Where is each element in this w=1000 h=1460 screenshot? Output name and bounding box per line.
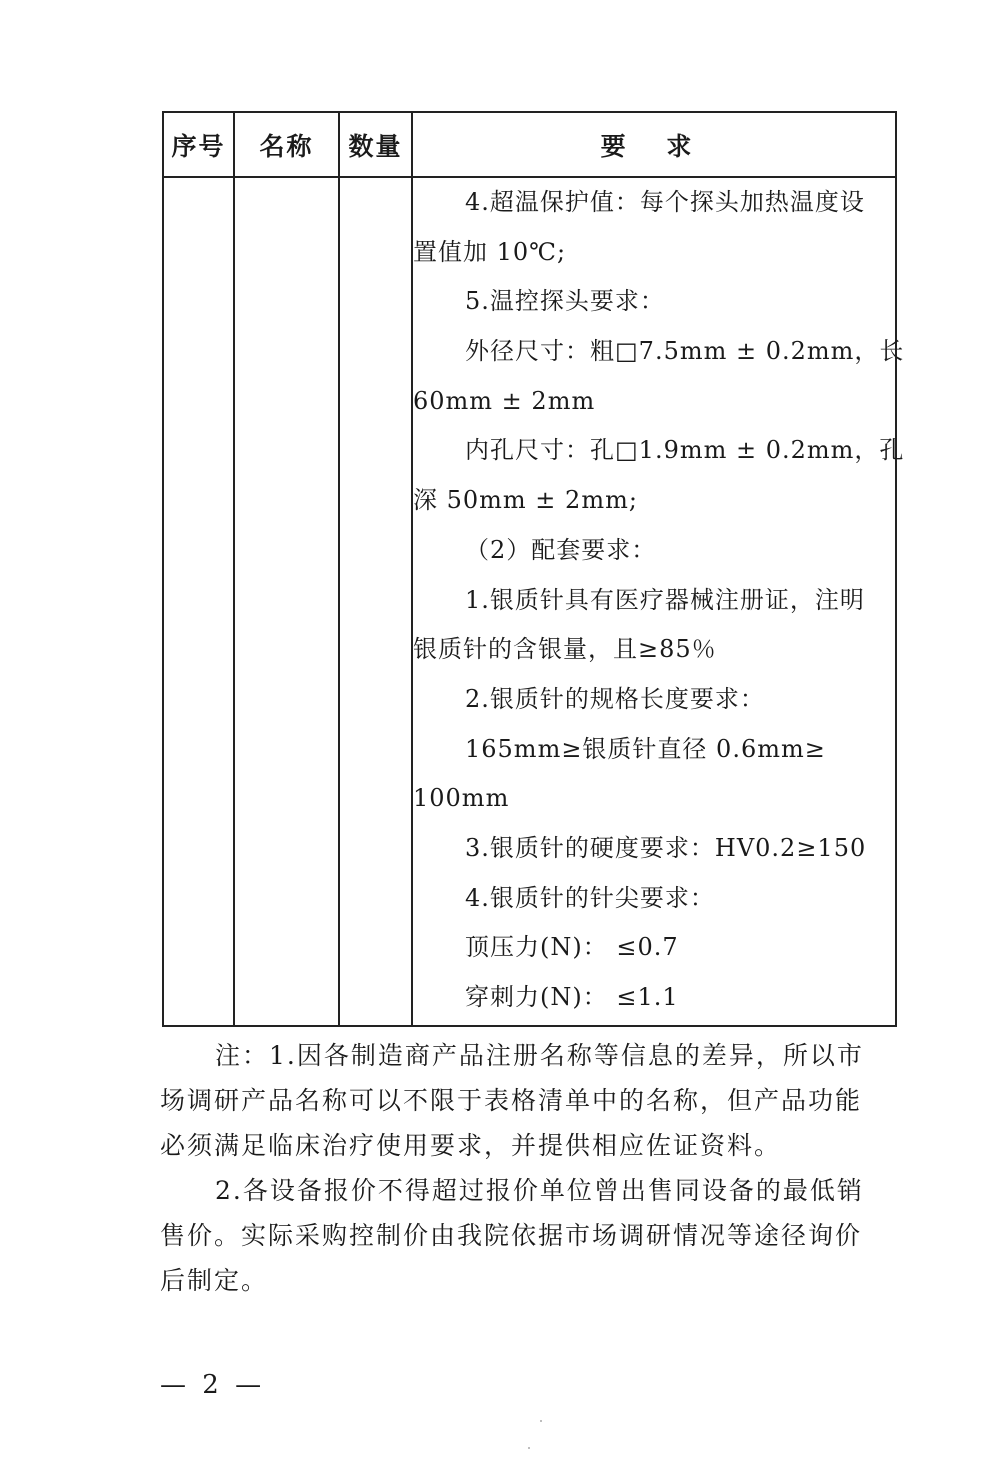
requirement-line: 60mm ± 2mm [413,386,596,415]
cell-requirements [412,177,905,1026]
header-requirements: 要 求 [412,112,896,177]
requirements-text [413,178,905,1023]
scan-speck [528,1447,530,1449]
requirement-line: 顶压力(N)： ≤0.7 [465,933,679,962]
requirement-line: 100mm [413,784,510,813]
requirement-line: （2）配套要求： [465,535,657,564]
header-name: 名称 [234,112,339,177]
requirement-line: 4.超温保护值：每个探头加热温度设 [465,188,865,216]
requirement-line: 外径尺寸：粗□7.5mm ± 0.2mm，长 [465,337,905,366]
requirements-table [162,111,905,1027]
cell-name [234,177,339,1026]
page-number: — 2 — [160,1370,266,1400]
header-quantity: 数量 [339,112,412,177]
requirement-line: 穿刺力(N)： ≤1.1 [465,983,679,1011]
requirement-line: 3.银质针的硬度要求：HV0.2≥150 [465,833,867,862]
requirement-line: 深 50mm ± 2mm; [413,486,638,515]
note-line: 场调研产品名称可以不限于表格清单中的名称，但产品功能 [160,1086,863,1115]
cell-quantity [339,177,412,1026]
requirement-line: 置值加 10℃; [413,237,567,266]
requirement-line: 内孔尺寸：孔□1.9mm ± 0.2mm，孔 [465,436,905,465]
table-row [163,177,896,1026]
note-line: 必须满足临床治疗使用要求，并提供相应佐证资料。 [160,1131,782,1160]
table-header-row [163,112,896,177]
note-line: 售价。实际采购控制价由我院依据市场调研情况等途径询价 [160,1221,863,1250]
requirement-line: 2.银质针的规格长度要求： [465,684,765,713]
requirement-line: 1.银质针具有医疗器械注册证，注明 [465,585,865,614]
requirement-line: 5.温控探头要求： [465,287,665,316]
cell-index [163,177,234,1026]
note-line: 2.各设备报价不得超过报价单位曾出售同设备的最低销 [215,1176,864,1205]
note-line: 注：1.因各制造商产品注册名称等信息的差异，所以市 [215,1041,864,1070]
header-index: 序号 [163,112,234,177]
note-line: 后制定。 [160,1266,269,1295]
requirement-line: 4.银质针的针尖要求： [465,883,715,912]
requirement-line: 165mm≥银质针直径 0.6mm≥ [465,734,826,763]
notes-section [160,1033,880,1303]
scan-speck [540,1420,542,1422]
requirement-line: 银质针的含银量，且≥85％ [413,635,717,664]
